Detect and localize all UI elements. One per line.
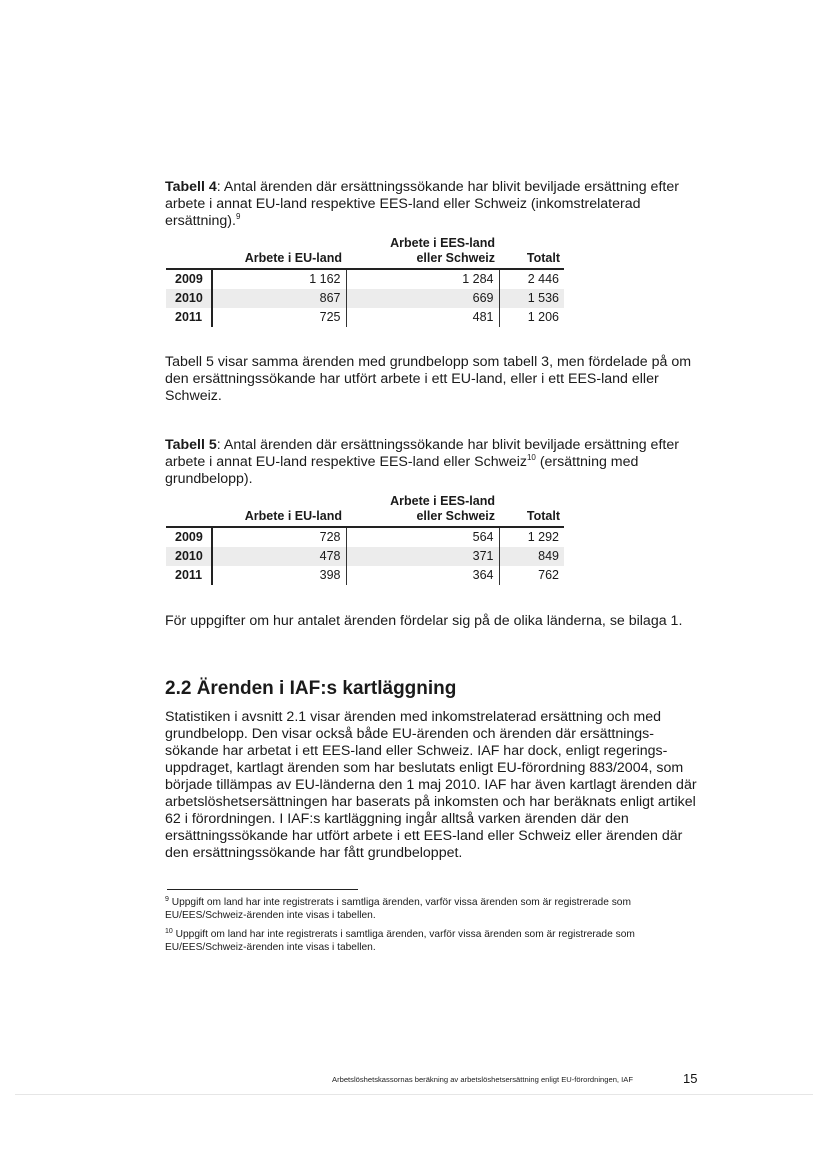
table5-caption-label: Tabell 5 [165, 437, 217, 453]
table4-caption-label: Tabell 4 [165, 179, 217, 195]
table-row [166, 269, 564, 289]
cell-year: 2010 [166, 289, 212, 308]
section-heading: 2.2 Ärenden i IAF:s kartläggning [165, 678, 457, 699]
footnote-number: 10 [165, 928, 173, 935]
cell-ees: 364 [346, 566, 499, 585]
cell-total: 2 446 [527, 272, 559, 286]
cell-ees: 481 [346, 308, 499, 327]
header-ees-line2: eller Schweiz [416, 251, 495, 265]
header-year [166, 494, 212, 527]
page-number: 15 [683, 1071, 698, 1086]
table5 [166, 494, 564, 585]
cell-eu: 867 [212, 289, 346, 308]
table-header-row [166, 236, 564, 269]
table5-caption-text: : Antal ärenden där ersättningssökande har blivit beviljade ersättning efter arbete i annat EU-land respektive EES-land eller Schweiz [165, 437, 679, 470]
footnote-text: Uppgift om land har inte registrerats i samtliga ärenden, varför vissa ärenden som är registrerade som EU/EES/Schweiz-ärenden inte visas i tabellen. [165, 897, 631, 921]
table5-caption-tail: (ersättning med grundbelopp). [165, 454, 639, 487]
header-total: Totalt [526, 509, 560, 523]
header-ees-line1: Arbete i EES-land [390, 236, 495, 250]
page-footer-text: Arbetslöshetskassornas beräkning av arbetslöshetsersättning enligt EU-förordningen, IAF [332, 1075, 633, 1084]
footnote-number: 9 [165, 896, 169, 903]
cell-year: 2010 [166, 547, 212, 566]
cell-ees: 564 [346, 527, 499, 547]
section-body: Statistiken i avsnitt 2.1 visar ärenden med inkomstrelaterad ersättning och med grundbelopp. Den visar också både EU-ärenden och ärenden där ersättnings-sökande har arbetat i ett EES-land eller Schweiz. IAF har dock, enligt regerings-uppdraget, kartlagt ärenden som har beslutats enligt EU-förordning 883/2004, som började tillämpas av EU-länderna den 1 maj 2010. IAF har även kartlagt ärenden där arbetslöshetsersättningen har baserats på inkomsten och har beräknats enligt artikel 62 i förordningen. I IAF:s kartläggning ingår alltså varken ärenden där den ersättningssökande har utfört arbete i ett EES-land eller Schweiz eller ärenden där den ersättningssökande har fått grundbeloppet. [165, 709, 697, 861]
table-row [166, 308, 564, 327]
header-ees-line1: Arbete i EES-land [390, 494, 495, 508]
cell-year: 2011 [166, 308, 212, 327]
footnote-separator [167, 889, 358, 890]
cell-ees: 669 [346, 289, 499, 308]
cell-eu: 398 [212, 566, 346, 585]
table5-caption [165, 437, 705, 488]
header-eu: Arbete i EU-land [244, 251, 342, 265]
page-bottom-edge [15, 1094, 813, 1095]
footnote-ref-9: 9 [235, 212, 241, 221]
cell-eu: 478 [212, 547, 346, 566]
cell-total: 762 [538, 568, 559, 582]
table-header-row [166, 494, 564, 527]
table-row [166, 289, 564, 308]
footnote-10 [165, 928, 705, 954]
header-ees-line2: eller Schweiz [416, 509, 495, 523]
cell-eu: 725 [212, 308, 346, 327]
cell-total: 1 292 [527, 530, 559, 544]
header-year [166, 236, 212, 269]
cell-eu: 1 162 [212, 269, 346, 289]
footnote-9 [165, 896, 705, 922]
footnote-text: Uppgift om land har inte registrerats i samtliga ärenden, varför vissa ärenden som är registrerade som EU/EES/Schweiz-ärenden inte visas i tabellen. [165, 929, 635, 953]
cell-total: 1 536 [499, 289, 564, 308]
cell-total: 1 206 [527, 310, 559, 324]
table4-caption [165, 179, 705, 230]
cell-year: 2009 [166, 269, 212, 289]
cell-total: 849 [499, 547, 564, 566]
footnote-ref-10: 10 [526, 453, 536, 462]
header-eu: Arbete i EU-land [244, 509, 342, 523]
header-total: Totalt [526, 251, 560, 265]
cell-eu: 728 [212, 527, 346, 547]
paragraph-bilaga: För uppgifter om hur antalet ärenden fördelar sig på de olika länderna, se bilaga 1. [165, 613, 683, 629]
table-row [166, 547, 564, 566]
cell-ees: 371 [346, 547, 499, 566]
table-row [166, 527, 564, 547]
cell-ees: 1 284 [346, 269, 499, 289]
table-row [166, 566, 564, 585]
cell-year: 2011 [166, 566, 212, 585]
header-ees [346, 494, 499, 527]
paragraph-table5-intro: Tabell 5 visar samma ärenden med grundbelopp som tabell 3, men fördelade på om den ersättningssökande har utfört arbete i ett EU-land, eller i ett EES-land eller Schweiz. [165, 354, 692, 404]
table4 [166, 236, 564, 327]
cell-year: 2009 [166, 527, 212, 547]
table4-caption-text: : Antal ärenden där ersättningssökande har blivit beviljade ersättning efter arbete i annat EU-land respektive EES-land eller Schweiz (inkomstrelaterad ersättning). [165, 179, 679, 229]
header-ees [346, 236, 499, 269]
